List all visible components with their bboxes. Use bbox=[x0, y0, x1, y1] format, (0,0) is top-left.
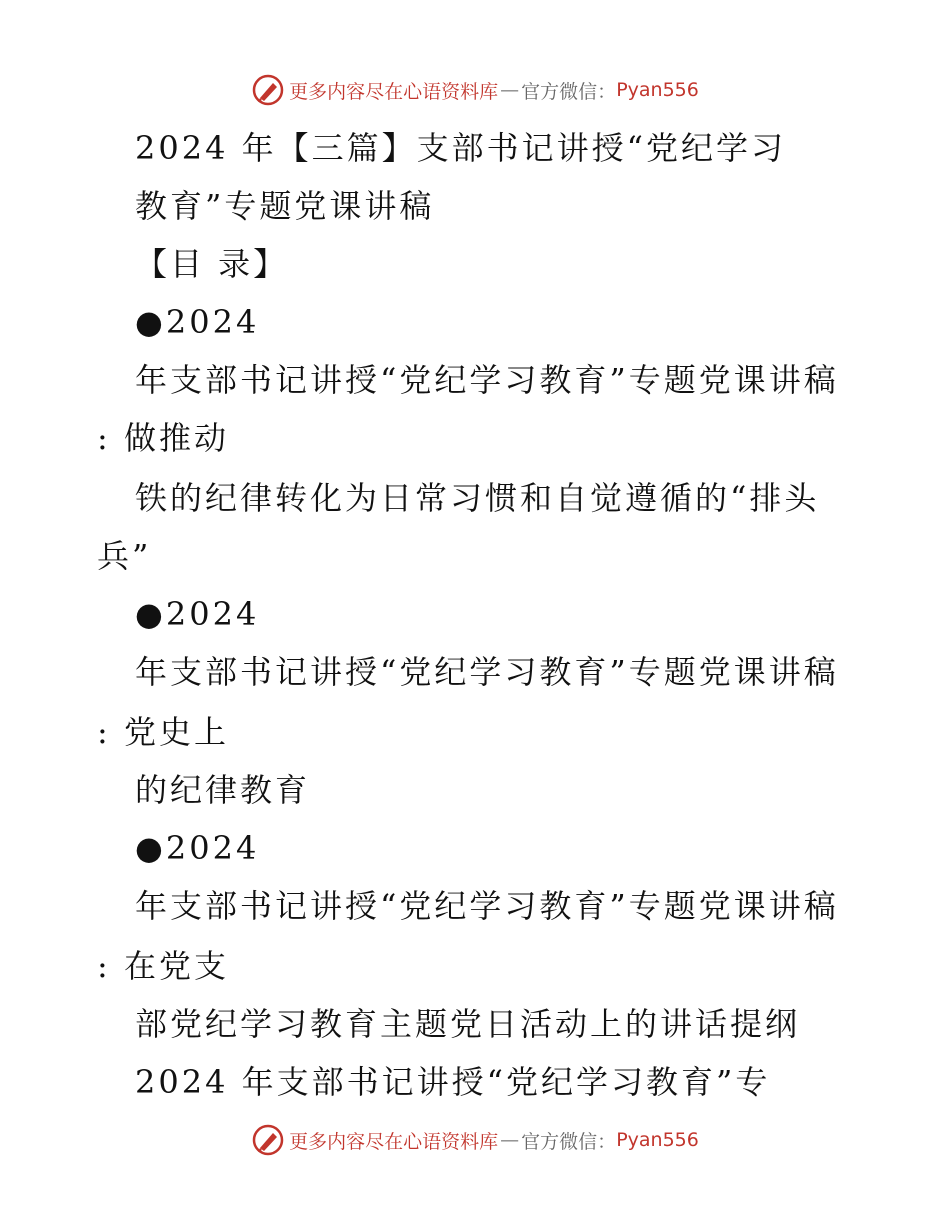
toc-entry-2-line-2: : 党史上 bbox=[97, 713, 229, 751]
toc-entry-1-bullet: ●2024 bbox=[135, 303, 260, 341]
toc-entry-1-line-4: 兵” bbox=[97, 537, 152, 575]
banner-separator: — bbox=[500, 79, 520, 101]
toc-entry-3-line-2: : 在党支 bbox=[97, 947, 229, 985]
toc-entry-1-line-3: 铁的纪律转化为日常习惯和自觉遵循的“排头 bbox=[135, 479, 820, 517]
doc-title-line-2: 教育”专题党课讲稿 bbox=[135, 187, 435, 225]
trailing-line: 2024 年支部书记讲授“党纪学习教育”专 bbox=[135, 1063, 771, 1101]
banner-wechat-label: 官方微信： bbox=[521, 1130, 617, 1153]
toc-entry-2-bullet: ●2024 bbox=[135, 595, 260, 633]
toc-entry-3-bullet: ●2024 bbox=[135, 829, 260, 867]
footer-banner bbox=[0, 1120, 950, 1160]
toc-entry-2-line-3: 的纪律教育 bbox=[135, 771, 311, 809]
banner-site-text: 更多内容尽在心语资料库 bbox=[289, 1130, 499, 1153]
toc-entry-3-line-1: 年支部书记讲授“党纪学习教育”专题党课讲稿 bbox=[135, 887, 839, 925]
toc-entry-1-line-2: : 做推动 bbox=[97, 419, 229, 457]
toc-entry-1-line-1: 年支部书记讲授“党纪学习教育”专题党课讲稿 bbox=[135, 361, 839, 399]
toc-entry-2-line-1: 年支部书记讲授“党纪学习教育”专题党课讲稿 bbox=[135, 653, 839, 691]
banner-wechat-handle: Pyan556 bbox=[616, 79, 699, 101]
toc-heading: 【目 录】 bbox=[135, 245, 289, 283]
banner-separator: — bbox=[500, 1129, 520, 1151]
banner-site-text: 更多内容尽在心语资料库 bbox=[289, 80, 499, 103]
header-banner bbox=[0, 70, 950, 110]
banner-wechat-handle: Pyan556 bbox=[616, 1129, 699, 1151]
pen-logo-icon bbox=[251, 1123, 285, 1157]
doc-title-line-1: 2024 年【三篇】支部书记讲授“党纪学习 bbox=[135, 129, 786, 167]
banner-wechat-label: 官方微信： bbox=[521, 80, 617, 103]
pen-logo-icon bbox=[251, 73, 285, 107]
toc-entry-3-line-3: 部党纪学习教育主题党日活动上的讲话提纲 bbox=[135, 1005, 801, 1043]
